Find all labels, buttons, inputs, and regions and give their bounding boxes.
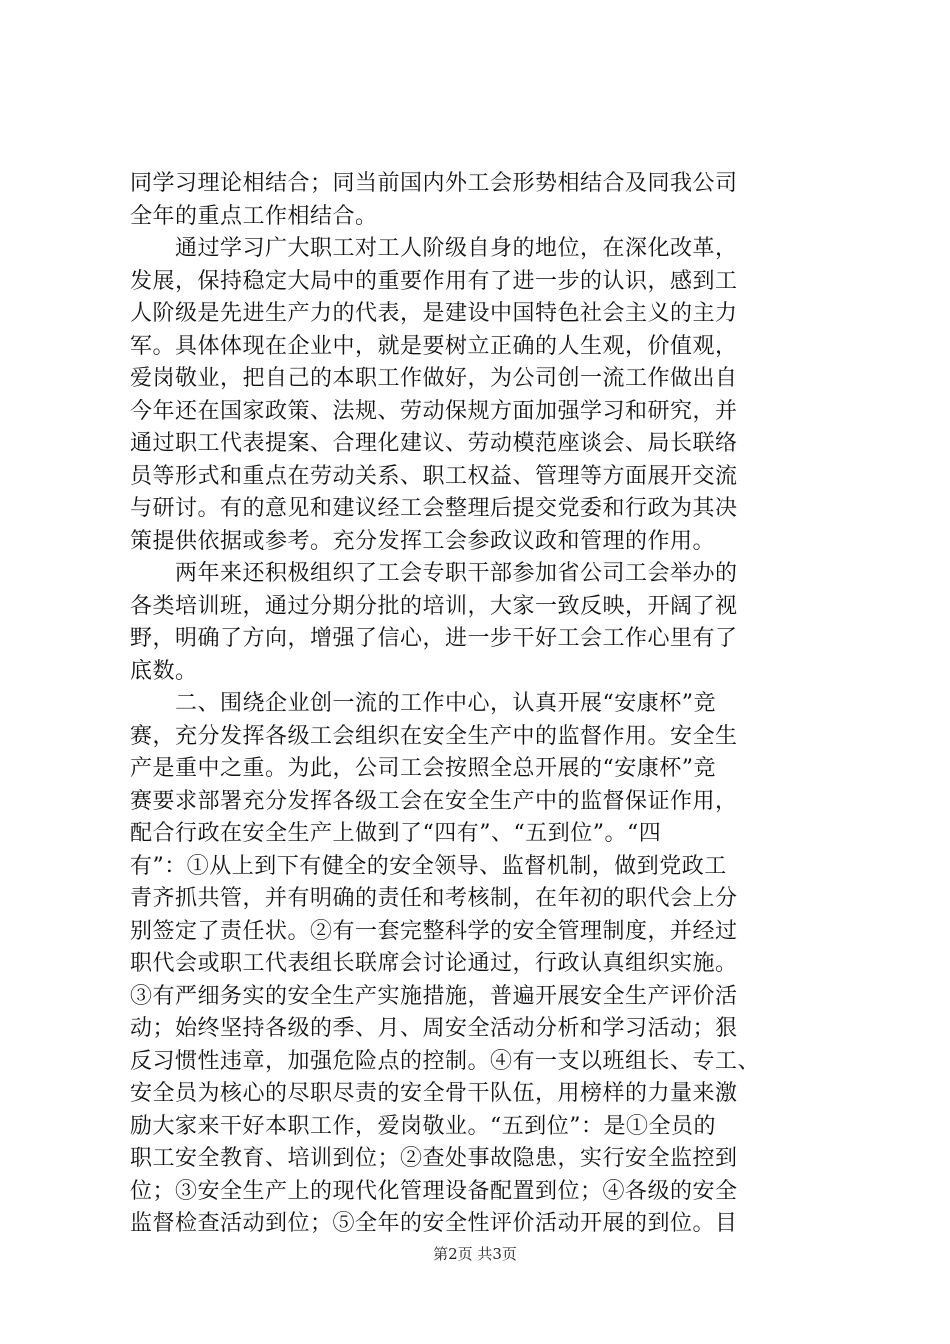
document-body: [130, 168, 830, 1241]
text-line: 产是重中之重。为此，公司工会按照全总开展的“安康杯”竞: [130, 756, 716, 781]
text-line: 监督检查活动到位；⑤全年的安全性评价活动开展的到位。目: [130, 1211, 738, 1236]
text-line: 发展，保持稳定大局中的重要作用有了进一步的认识，感到工: [130, 268, 738, 294]
text-line: 全年的重点工作相结合。: [130, 203, 378, 229]
text-line: ③有严细务实的安全生产实施措施，普遍开展安全生产评价活: [130, 983, 738, 1009]
text-line: 员等形式和重点在劳动关系、职工权益、管理等方面展开交流: [130, 463, 738, 489]
text-line: 赛，充分发挥各级工会组织在安全生产中的监督作用。安全生: [130, 723, 738, 749]
text-line: 同学习理论相结合；同当前国内外工会形势相结合及同我公司: [130, 171, 738, 196]
text-line: 通过学习广大职工对工人阶级自身的地位，在深化改革，: [130, 236, 738, 261]
text-line: 人阶级是先进生产力的代表，是建设中国特色社会主义的主力: [130, 301, 738, 326]
text-line: 位；③安全生产上的现代化管理设备配置到位；④各级的安全: [130, 1178, 738, 1204]
text-line: 职代会或职工代表组长联席会讨论通过，行政认真组织实施。: [130, 951, 738, 976]
text-line: 今年还在国家政策、法规、劳动保规方面加强学习和研究，并: [130, 398, 738, 424]
text-line: 通过职工代表提案、合理化建议、劳动模范座谈会、局长联络: [130, 431, 738, 456]
text-line: 安全员为核心的尽职尽责的安全骨干队伍，用榜样的力量来激: [130, 1081, 738, 1106]
text-line: 两年来还积极组织了工会专职干部参加省公司工会举办的: [130, 561, 738, 586]
text-line: 爱岗敬业，把自己的本职工作做好，为公司创一流工作做出自: [130, 366, 738, 391]
text-line: 有”：①从上到下有健全的安全领导、监督机制，做到党政工: [130, 853, 727, 879]
text-line: 各类培训班，通过分期分批的培训，大家一致反映，开阔了视: [130, 593, 738, 619]
text-line: 励大家来干好本职工作，爱岗敬业。“五到位”：是①全员的: [130, 1113, 716, 1139]
text-line: 与研讨。有的意见和建议经工会整理后提交党委和行政为其决: [130, 496, 738, 521]
text-line: 军。具体体现在企业中，就是要树立正确的人生观，价值观，: [130, 333, 738, 359]
text-line: 二、围绕企业创一流的工作中心，认真开展“安康杯”竞: [130, 691, 716, 716]
text-line: 动；始终坚持各级的季、月、周安全活动分析和学习活动；狠: [130, 1016, 738, 1041]
text-line: 底数。: [130, 658, 198, 684]
text-line: 配合行政在安全生产上做到了“四有”、“五到位”。“四: [130, 821, 662, 846]
text-line: 青齐抓共管，并有明确的责任和考核制，在年初的职代会上分: [130, 886, 738, 911]
text-line: 别签定了责任状。②有一套完整科学的安全管理制度，并经过: [130, 918, 738, 944]
page-number-label: 第2页 共3页: [433, 1245, 517, 1263]
text-line: 反习惯性违章，加强危险点的控制。④有一支以班组长、专工、: [130, 1048, 761, 1074]
text-line: 赛要求部署充分发挥各级工会在安全生产中的监督保证作用，: [130, 788, 738, 814]
text-line: 策提供依据或参考。充分发挥工会参政议政和管理的作用。: [130, 528, 716, 554]
text-line: 野，明确了方向，增强了信心，进一步干好工会工作心里有了: [130, 626, 738, 651]
text-line: 职工安全教育、培训到位；②查处事故隐患，实行安全监控到: [130, 1146, 738, 1171]
page-footer: [0, 1244, 950, 1264]
